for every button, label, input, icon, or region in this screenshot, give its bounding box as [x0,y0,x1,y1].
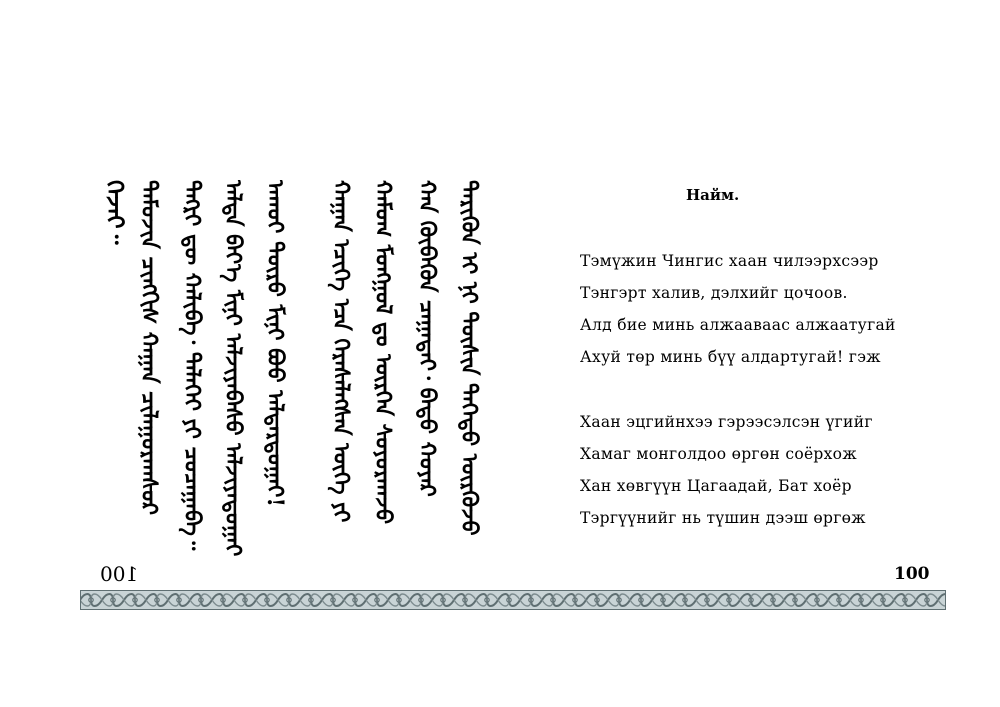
decorative-border [80,590,946,610]
poem-title: Найм. [686,186,740,204]
poem-line: Алд бие минь алжааваас алжаатугай [580,316,896,334]
mongolian-column: ᠬᠠᠨ ᠬᠥᠪᠡᠭᠦᠨ ᠴᠠᠭᠠᠳᠠᠢ᠂ ᠪᠠᠲᠤ ᠬᠣᠶᠠᠷ [414,180,440,497]
mongolian-column: ᠲᠡᠮᠦᠵᠢᠨ ᠴᠢᠩᠭᠢᠰ ᠬᠠᠭᠠᠨ ᠴᠢᠯᠠᠭᠤᠷᠬᠠᠰᠤᠷ [136,180,162,516]
poem-line: Хамаг монголдоо өргөн соёрхож [580,445,857,463]
stanza [580,250,960,378]
mongolian-column: ᠠᠯᠳᠠ ᠪᠡᠶ᠎ᠡ ᠮᠢᠨᠢ ᠠᠯᠵᠢᠶᠠᠪᠠᠰᠤ ᠠᠯᠵᠢᠶᠠᠲᠤᠭᠠᠢ [220,180,246,557]
mongolian-column: ᠬᠠᠭᠠᠨ ᠡᠴᠢᠭᠡ ᠡᠴᠡ ᠭᠡᠷᠡᠰᠡᠯᠡᠭᠰᠡᠨ ᠦᠭᠡ ᠶᠢ [328,180,354,523]
mongolian-page-number: 100 [100,562,139,586]
poem-line: Хаан эцгийнхээ гэрээсэлсэн үгийг [580,413,873,431]
poem-line: Ахуй төр минь бүү алдартугай! гэж [580,348,881,366]
page-number: 100 [894,564,930,584]
poem-line: Хан хөвгүүн Цагаадай, Бат хоёр [580,477,852,495]
mongolian-column: ᠲᠩᠷᠢ ᠳᠦ ᠬᠠᠯᠢᠪᠠ᠂ ᠳᠡᠯᠡᠬᠡᠢ ᠶᠢ ᠴᠣᠴᠠᠭᠠᠪᠠ᠃ [179,180,205,551]
poem-line: Тэмүжин Чингис хаан чилээрхсээр [580,252,879,270]
poem-body [580,250,960,539]
mongolian-column: ᠭᠡᠵᠡᠢ᠃ [101,180,130,245]
mongolian-column: ᠠᠬᠤᠢ ᠲᠥᠷᠥ ᠮᠢᠨᠢ ᠪᠦᠦ ᠠᠯᠳᠠᠷᠲᠤᠭᠠᠢ! [262,180,288,508]
stanza [580,411,960,539]
mongolian-script-panel [80,180,500,590]
poem-line: Тэнгэрт халив, дэлхийг цочоов. [580,284,848,302]
mongolian-column: ᠲᠡᠷᠢᠭᠦᠨ ᠢ ᠨᠢ ᠲᠦᠰᠢᠨ ᠳᠡᠭᠡᠳᠦ ᠥᠷᠭᠦᠵᠦ [456,180,482,536]
mongolian-column: ᠬᠠᠮᠤᠭ ᠮᠣᠩᠭᠣᠯ ᠳᠤ ᠥᠷᠭᠡᠨ ᠰᠣᠶᠣᠷᠬᠠᠵᠤ [370,180,396,525]
poem-line: Тэргүүнийг нь түшин дээш өргөж [580,509,866,527]
